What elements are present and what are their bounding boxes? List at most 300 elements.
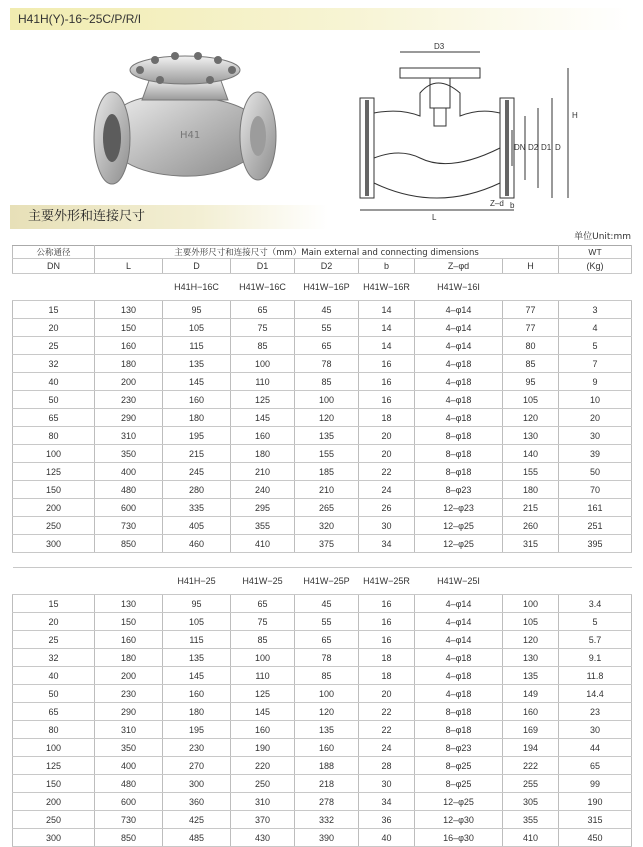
- table-cell: 100: [295, 391, 359, 409]
- table-cell: 3: [559, 301, 632, 319]
- table-row: [13, 319, 632, 337]
- table-cell: 120: [503, 409, 559, 427]
- table-cell: 8–φ18: [415, 427, 503, 445]
- table-cell: 278: [295, 793, 359, 811]
- table-cell: 95: [503, 373, 559, 391]
- table-row: [13, 373, 632, 391]
- table-cell: 310: [95, 721, 163, 739]
- table-cell: 194: [503, 739, 559, 757]
- table-cell: 360: [163, 793, 231, 811]
- table-cell: 200: [13, 499, 95, 517]
- table-row: [13, 301, 632, 319]
- dim-l: L: [432, 213, 437, 222]
- table-cell: 125: [13, 757, 95, 775]
- table-row: [13, 391, 632, 409]
- table-cell: 250: [13, 517, 95, 535]
- table-cell: 16: [359, 613, 415, 631]
- model-row: [13, 274, 632, 301]
- table-cell: 115: [163, 337, 231, 355]
- table-cell: 150: [95, 319, 163, 337]
- document-title: H41H(Y)-16~25C/P/R/I: [10, 8, 630, 30]
- table-cell: 350: [95, 445, 163, 463]
- table-cell: 16: [359, 355, 415, 373]
- table-row: [13, 811, 632, 829]
- table-cell: 22: [359, 721, 415, 739]
- table-row: [13, 445, 632, 463]
- model-row-blank: [13, 568, 95, 595]
- table-cell: 16: [359, 631, 415, 649]
- table-cell: 4–φ14: [415, 301, 503, 319]
- table-cell: 155: [295, 445, 359, 463]
- table-cell: 32: [13, 355, 95, 373]
- table-row: [13, 409, 632, 427]
- table-cell: 850: [95, 535, 163, 553]
- table-row: [13, 631, 632, 649]
- table-cell: 9: [559, 373, 632, 391]
- table-cell: 8–φ23: [415, 481, 503, 499]
- wt-unit-header: (Kg): [559, 259, 632, 274]
- table-cell: 24: [359, 739, 415, 757]
- table-cell: 180: [95, 649, 163, 667]
- model-row-blank: [95, 274, 163, 301]
- table-cell: 375: [295, 535, 359, 553]
- table-cell: 405: [163, 517, 231, 535]
- model-label: H41W−16P: [295, 274, 359, 301]
- dn-header: DN: [13, 259, 95, 274]
- table-cell: 55: [295, 319, 359, 337]
- model-label: H41W−25P: [295, 568, 359, 595]
- table-cell: 15: [13, 595, 95, 613]
- table-cell: 15: [13, 301, 95, 319]
- table-cell: 485: [163, 829, 231, 847]
- dim-d3: D3: [434, 42, 445, 51]
- table-cell: 65: [13, 703, 95, 721]
- table-cell: 310: [95, 427, 163, 445]
- table-cell: 65: [13, 409, 95, 427]
- table-cell: 395: [559, 535, 632, 553]
- table-cell: 290: [95, 703, 163, 721]
- table-cell: 34: [359, 535, 415, 553]
- table-row: [13, 739, 632, 757]
- table-cell: 251: [559, 517, 632, 535]
- table-cell: 120: [295, 409, 359, 427]
- table-cell: 40: [359, 829, 415, 847]
- wt-header: WT: [559, 246, 632, 259]
- table-cell: 245: [163, 463, 231, 481]
- table-cell: 45: [295, 595, 359, 613]
- table-cell: 85: [231, 337, 295, 355]
- table-cell: 135: [295, 427, 359, 445]
- table-cell: 77: [503, 319, 559, 337]
- dim-d2: D2: [528, 143, 539, 152]
- table-cell: 120: [503, 631, 559, 649]
- table-cell: 40: [13, 373, 95, 391]
- table-cell: 180: [163, 409, 231, 427]
- table-cell: 100: [231, 649, 295, 667]
- model-row-blank: [95, 568, 163, 595]
- table-row: [13, 355, 632, 373]
- table-cell: 300: [13, 535, 95, 553]
- table-cell: 5: [559, 613, 632, 631]
- table-cell: 30: [559, 721, 632, 739]
- table-cell: 14.4: [559, 685, 632, 703]
- table-cell: 23: [559, 703, 632, 721]
- table-cell: 70: [559, 481, 632, 499]
- model-row-blank: [13, 274, 95, 301]
- table-cell: 149: [503, 685, 559, 703]
- table-cell: 150: [13, 775, 95, 793]
- table-cell: 8–φ18: [415, 445, 503, 463]
- table-row: [13, 517, 632, 535]
- table-cell: 355: [231, 517, 295, 535]
- table-cell: 190: [559, 793, 632, 811]
- table-cell: 55: [295, 613, 359, 631]
- table-cell: 100: [295, 685, 359, 703]
- table-cell: 85: [295, 667, 359, 685]
- table-cell: 240: [231, 481, 295, 499]
- model-label: H41W−25R: [359, 568, 415, 595]
- col-header-h: H: [503, 259, 559, 274]
- table-row: [13, 667, 632, 685]
- table-cell: 105: [163, 613, 231, 631]
- table-cell: 30: [359, 517, 415, 535]
- table-row: [13, 793, 632, 811]
- valve-photo: [80, 38, 290, 198]
- table-cell: 80: [13, 427, 95, 445]
- table-row: [13, 649, 632, 667]
- table-cell: 22: [359, 703, 415, 721]
- table-cell: 390: [295, 829, 359, 847]
- dimension-table: [12, 245, 632, 847]
- table-cell: 315: [503, 535, 559, 553]
- table-cell: 4–φ18: [415, 667, 503, 685]
- table-cell: 26: [359, 499, 415, 517]
- table-cell: 4–φ18: [415, 355, 503, 373]
- table-cell: 28: [359, 757, 415, 775]
- table-cell: 4–φ14: [415, 337, 503, 355]
- table-cell: 210: [231, 463, 295, 481]
- table-cell: 320: [295, 517, 359, 535]
- table-cell: 34: [359, 793, 415, 811]
- table-row: [13, 337, 632, 355]
- table-cell: 300: [13, 829, 95, 847]
- table-cell: 8–φ18: [415, 463, 503, 481]
- table-cell: 220: [231, 757, 295, 775]
- table-cell: 12–φ25: [415, 517, 503, 535]
- table-cell: 45: [295, 301, 359, 319]
- table-cell: 4–φ18: [415, 373, 503, 391]
- table-cell: 25: [13, 631, 95, 649]
- table-cell: 3.4: [559, 595, 632, 613]
- table-cell: 30: [359, 775, 415, 793]
- table-cell: 110: [231, 373, 295, 391]
- table-cell: 480: [95, 775, 163, 793]
- table-cell: 145: [231, 409, 295, 427]
- table-cell: 39: [559, 445, 632, 463]
- table-cell: 218: [295, 775, 359, 793]
- table-cell: 150: [13, 481, 95, 499]
- table-cell: 100: [13, 739, 95, 757]
- table-cell: 450: [559, 829, 632, 847]
- group-spacer-cell: [13, 553, 632, 568]
- table-cell: 155: [503, 463, 559, 481]
- table-cell: 160: [95, 631, 163, 649]
- table-cell: 215: [503, 499, 559, 517]
- table-cell: 160: [95, 337, 163, 355]
- table-cell: 110: [231, 667, 295, 685]
- table-cell: 222: [503, 757, 559, 775]
- table-cell: 410: [231, 535, 295, 553]
- table-cell: 4–φ14: [415, 613, 503, 631]
- table-cell: 255: [503, 775, 559, 793]
- table-cell: 95: [163, 595, 231, 613]
- table-cell: 16: [359, 595, 415, 613]
- table-cell: 8–φ18: [415, 703, 503, 721]
- table-cell: 180: [163, 703, 231, 721]
- table-cell: 180: [231, 445, 295, 463]
- table-cell: 8–φ18: [415, 721, 503, 739]
- table-cell: 50: [559, 463, 632, 481]
- table-row: [13, 703, 632, 721]
- table-cell: 4–φ18: [415, 391, 503, 409]
- group-header: 主要外形尺寸和连接尺寸（mm）Main external and connecting dimensions: [95, 246, 559, 259]
- table-cell: 145: [163, 373, 231, 391]
- table-cell: 230: [95, 685, 163, 703]
- table-cell: 50: [13, 391, 95, 409]
- table-cell: 7: [559, 355, 632, 373]
- table-cell: 16: [359, 391, 415, 409]
- valve-body-marking: H41: [180, 130, 201, 141]
- table-cell: 160: [295, 739, 359, 757]
- table-cell: 85: [231, 631, 295, 649]
- table-cell: 105: [503, 391, 559, 409]
- table-cell: 100: [13, 445, 95, 463]
- col-header-d1: D1: [231, 259, 295, 274]
- model-label: H41W−16I: [415, 274, 503, 301]
- table-cell: 20: [559, 409, 632, 427]
- table-cell: 99: [559, 775, 632, 793]
- table-cell: 75: [231, 613, 295, 631]
- table-cell: 600: [95, 793, 163, 811]
- table-cell: 332: [295, 811, 359, 829]
- table-cell: 295: [231, 499, 295, 517]
- table-row: [13, 775, 632, 793]
- table-cell: 730: [95, 517, 163, 535]
- dim-dn: DN: [514, 143, 526, 152]
- table-row: [13, 463, 632, 481]
- dim-z-phi-d: Z–d: [490, 199, 504, 208]
- table-cell: 11.8: [559, 667, 632, 685]
- table-cell: 190: [231, 739, 295, 757]
- table-cell: 36: [359, 811, 415, 829]
- table-row: [13, 685, 632, 703]
- table-cell: 20: [359, 445, 415, 463]
- group-spacer: [13, 553, 632, 568]
- unit-label: 单位Unit:mm: [574, 232, 631, 242]
- table-cell: 315: [559, 811, 632, 829]
- table-cell: 135: [163, 649, 231, 667]
- table-row: [13, 499, 632, 517]
- table-cell: 130: [503, 427, 559, 445]
- table-cell: 50: [13, 685, 95, 703]
- table-cell: 32: [13, 649, 95, 667]
- table-row: [13, 595, 632, 613]
- table-cell: 78: [295, 649, 359, 667]
- table-cell: 8–φ23: [415, 739, 503, 757]
- dim-d1: D1: [541, 143, 552, 152]
- table-row: [13, 721, 632, 739]
- table-cell: 85: [503, 355, 559, 373]
- table-cell: 150: [95, 613, 163, 631]
- table-cell: 22: [359, 463, 415, 481]
- table-cell: 145: [231, 703, 295, 721]
- col-header-d: D: [163, 259, 231, 274]
- table-row: [13, 427, 632, 445]
- table-cell: 125: [13, 463, 95, 481]
- table-cell: 250: [13, 811, 95, 829]
- table-cell: 25: [13, 337, 95, 355]
- table-cell: 125: [231, 685, 295, 703]
- table-row: [13, 481, 632, 499]
- table-cell: 40: [13, 667, 95, 685]
- table-cell: 180: [503, 481, 559, 499]
- table-cell: 18: [359, 649, 415, 667]
- table-cell: 10: [559, 391, 632, 409]
- table-cell: 20: [13, 613, 95, 631]
- table-cell: 100: [503, 595, 559, 613]
- table-cell: 14: [359, 337, 415, 355]
- table-cell: 200: [13, 793, 95, 811]
- table-cell: 300: [163, 775, 231, 793]
- section-heading: 主要外形和连接尺寸: [10, 205, 328, 229]
- table-cell: 355: [503, 811, 559, 829]
- table-cell: 195: [163, 427, 231, 445]
- table-cell: 260: [503, 517, 559, 535]
- table-cell: 105: [503, 613, 559, 631]
- table-cell: 160: [503, 703, 559, 721]
- table-cell: 4–φ14: [415, 595, 503, 613]
- table-cell: 120: [295, 703, 359, 721]
- table-cell: 270: [163, 757, 231, 775]
- table-cell: 160: [231, 427, 295, 445]
- table-cell: 95: [163, 301, 231, 319]
- dim-h: H: [572, 111, 578, 120]
- table-cell: 160: [163, 391, 231, 409]
- table-cell: 230: [163, 739, 231, 757]
- table-cell: 8–φ25: [415, 775, 503, 793]
- table-cell: 12–φ23: [415, 499, 503, 517]
- model-row-blank: [503, 568, 559, 595]
- table-cell: 140: [503, 445, 559, 463]
- table-cell: 5: [559, 337, 632, 355]
- table-cell: 145: [163, 667, 231, 685]
- table-cell: 410: [503, 829, 559, 847]
- table-cell: 130: [503, 649, 559, 667]
- table-cell: 65: [559, 757, 632, 775]
- table-cell: 230: [95, 391, 163, 409]
- table-cell: 78: [295, 355, 359, 373]
- dim-b: b: [510, 201, 515, 210]
- table-cell: 185: [295, 463, 359, 481]
- valve-section-drawing: [340, 38, 595, 223]
- table-cell: 100: [231, 355, 295, 373]
- model-label: H41W−25I: [415, 568, 503, 595]
- table-cell: 430: [231, 829, 295, 847]
- model-label: H41W−16C: [231, 274, 295, 301]
- table-cell: 200: [95, 667, 163, 685]
- table-cell: 850: [95, 829, 163, 847]
- table-cell: 65: [231, 595, 295, 613]
- table-cell: 4–φ14: [415, 319, 503, 337]
- table-cell: 18: [359, 409, 415, 427]
- table-cell: 135: [503, 667, 559, 685]
- model-row: [13, 568, 632, 595]
- table-cell: 80: [503, 337, 559, 355]
- model-label: H41W−25: [231, 568, 295, 595]
- table-cell: 160: [231, 721, 295, 739]
- table-cell: 80: [13, 721, 95, 739]
- table-cell: 77: [503, 301, 559, 319]
- table-cell: 135: [295, 721, 359, 739]
- table-cell: 250: [231, 775, 295, 793]
- table-cell: 44: [559, 739, 632, 757]
- table-cell: 188: [295, 757, 359, 775]
- table-cell: 335: [163, 499, 231, 517]
- model-row-blank: [503, 274, 559, 301]
- table-cell: 115: [163, 631, 231, 649]
- table-cell: 4–φ18: [415, 649, 503, 667]
- table-cell: 135: [163, 355, 231, 373]
- table-cell: 65: [295, 337, 359, 355]
- col-header-b: b: [359, 259, 415, 274]
- table-cell: 125: [231, 391, 295, 409]
- table-cell: 12–φ25: [415, 793, 503, 811]
- table-cell: 161: [559, 499, 632, 517]
- model-row-blank: [559, 274, 632, 301]
- table-cell: 195: [163, 721, 231, 739]
- table-cell: 20: [13, 319, 95, 337]
- table-cell: 14: [359, 301, 415, 319]
- table-cell: 400: [95, 463, 163, 481]
- table-cell: 9.1: [559, 649, 632, 667]
- table-cell: 4–φ18: [415, 685, 503, 703]
- table-cell: 180: [95, 355, 163, 373]
- table-cell: 130: [95, 301, 163, 319]
- table-cell: 425: [163, 811, 231, 829]
- table-cell: 4–φ14: [415, 631, 503, 649]
- dim-d: D: [555, 143, 561, 152]
- table-cell: 600: [95, 499, 163, 517]
- dn-header-cn: 公称通径: [13, 246, 95, 259]
- table-cell: 280: [163, 481, 231, 499]
- table-cell: 460: [163, 535, 231, 553]
- table-cell: 350: [95, 739, 163, 757]
- table-cell: 75: [231, 319, 295, 337]
- table-cell: 370: [231, 811, 295, 829]
- table-cell: 14: [359, 319, 415, 337]
- table-cell: 30: [559, 427, 632, 445]
- table-cell: 200: [95, 373, 163, 391]
- table-cell: 265: [295, 499, 359, 517]
- table-cell: 8–φ25: [415, 757, 503, 775]
- table-cell: 105: [163, 319, 231, 337]
- table-cell: 12–φ30: [415, 811, 503, 829]
- table-cell: 65: [231, 301, 295, 319]
- table-cell: 169: [503, 721, 559, 739]
- table-cell: 65: [295, 631, 359, 649]
- table-row: [13, 535, 632, 553]
- table-cell: 305: [503, 793, 559, 811]
